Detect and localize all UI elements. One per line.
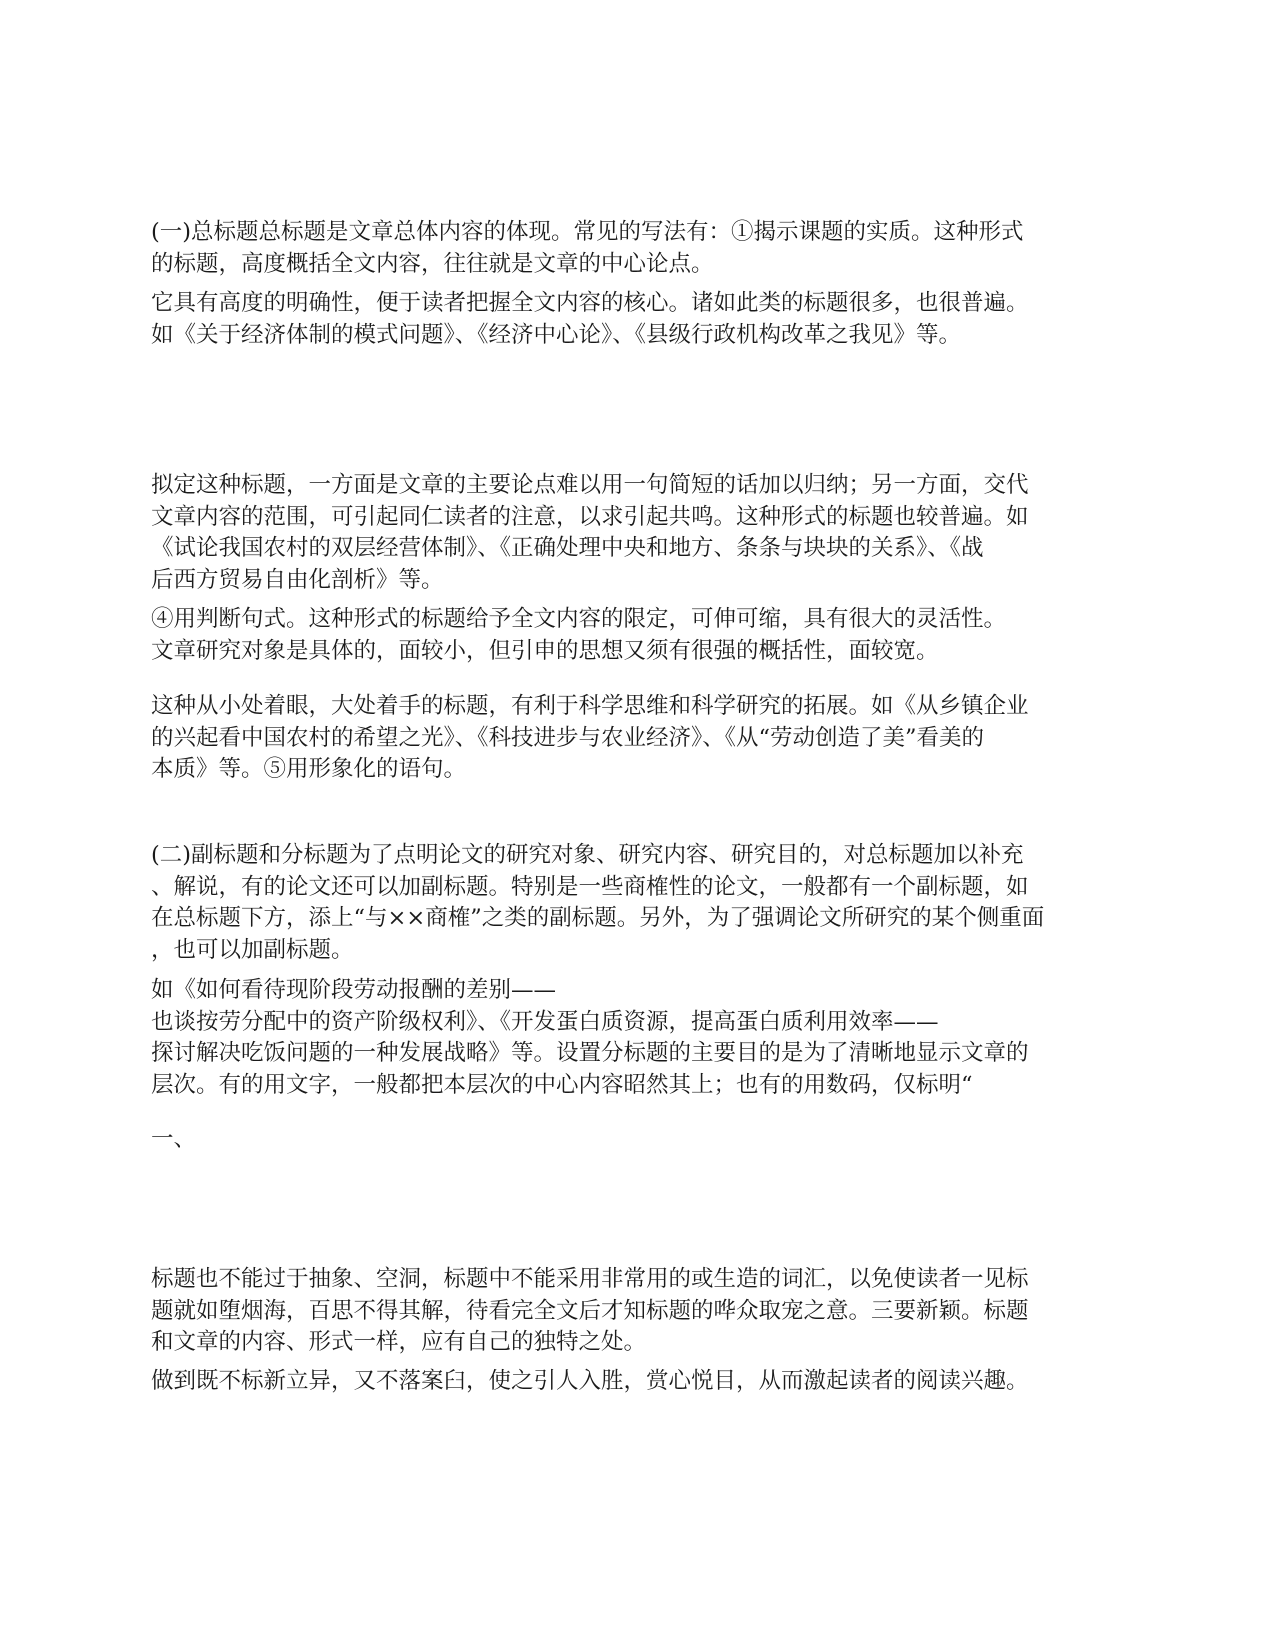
paragraph-subtitles [151, 840, 1131, 966]
text-line: 如《如何看待现阶段劳动报酬的差别—— [151, 977, 557, 1003]
text-line: 在总标题下方，添上“与××商榷”之类的副标题。另外，为了强调论文所研究的某个侧重面 [151, 905, 1045, 931]
text-line: 本质》等。⑤用形象化的语句。 [151, 756, 467, 782]
text-line: ④用判断句式。这种形式的标题给予全文内容的限定，可伸可缩，具有很大的灵活性。 [151, 606, 1007, 632]
text-line: 一、 [151, 1126, 197, 1152]
text-line: 层次。有的用文字，一般都把本层次的中心内容昭然其上；也有的用数码，仅标明“ [151, 1071, 973, 1098]
text-line: 它具有高度的明确性，便于读者把握全文内容的核心。诸如此类的标题很多，也很普遍。 [151, 290, 1029, 316]
text-line: ，也可以加副标题。 [151, 936, 354, 963]
paragraph-conclusion [151, 1366, 1131, 1398]
paragraph-subtitle-examples [151, 975, 1131, 1101]
text-line: (二)副标题和分标题为了点明论文的研究对象、研究内容、研究目的，对总标题加以补充 [151, 842, 1024, 868]
text-line: 做到既不标新立异，又不落案臼，使之引人入胜，赏心悦目，从而激起读者的阅读兴趣。 [151, 1368, 1029, 1394]
text-line: 题就如堕烟海，百思不得其解，待看完全文后才知标题的哗众取宠之意。三要新颖。标题 [151, 1297, 1029, 1324]
text-line: 文章研究对象是具体的，面较小，但引申的思想又须有很强的概括性，面较宽。 [151, 637, 939, 664]
text-line: 的标题，高度概括全文内容，往往就是文章的中心论点。 [151, 250, 714, 277]
text-line: 也谈按劳分配中的资产阶级权利》、《开发蛋白质资源，提高蛋白质利用效率—— [151, 1008, 939, 1035]
text-line: 如《关于经济体制的模式问题》、《经济中心论》、《县级行政机构改革之我见》等。 [151, 321, 962, 348]
paragraph-numbering [151, 1124, 1131, 1156]
paragraph-main-title-intro [151, 217, 1131, 280]
text-line: 的兴起看中国农村的希望之光》、《科技进步与农业经济》、《从“劳动创造了美”看美的 [151, 724, 985, 751]
paragraph-scope [151, 470, 1131, 596]
paragraph-judgement-sentence [151, 604, 1131, 667]
paragraph-small-perspective [151, 691, 1131, 786]
text-line: 和文章的内容、形式一样，应有自己的独特之处。 [151, 1329, 647, 1355]
text-line: 这种从小处着眼，大处着手的标题，有利于科学思维和科学研究的拓展。如《从乡镇企业 [151, 693, 1029, 719]
paragraph-clarity [151, 288, 1131, 351]
paragraph-abstract-titles [151, 1264, 1131, 1359]
text-line: 、解说，有的论文还可以加副标题。特别是一些商榷性的论文，一般都有一个副标题，如 [151, 873, 1029, 900]
text-line: (一)总标题总标题是文章总体内容的体现。常见的写法有：①揭示课题的实质。这种形式 [151, 219, 1024, 245]
text-line: 《试论我国农村的双层经营体制》、《正确处理中央和地方、条条与块块的关系》、《战 [151, 535, 984, 561]
text-line: 探讨解决吃饭问题的一种发展战略》等。设置分标题的主要目的是为了清晰地显示文章的 [151, 1040, 1029, 1066]
text-line: 文章内容的范围，可引起同仁读者的注意，以求引起共鸣。这种形式的标题也较普遍。如 [151, 503, 1029, 530]
text-line: 拟定这种标题，一方面是文章的主要论点难以用一句简短的话加以归纳；另一方面，交代 [151, 472, 1029, 498]
text-line: 标题也不能过于抽象、空洞，标题中不能采用非常用的或生造的词汇，以免使读者一见标 [151, 1266, 1029, 1292]
text-line: 后西方贸易自由化剖析》等。 [151, 566, 444, 593]
